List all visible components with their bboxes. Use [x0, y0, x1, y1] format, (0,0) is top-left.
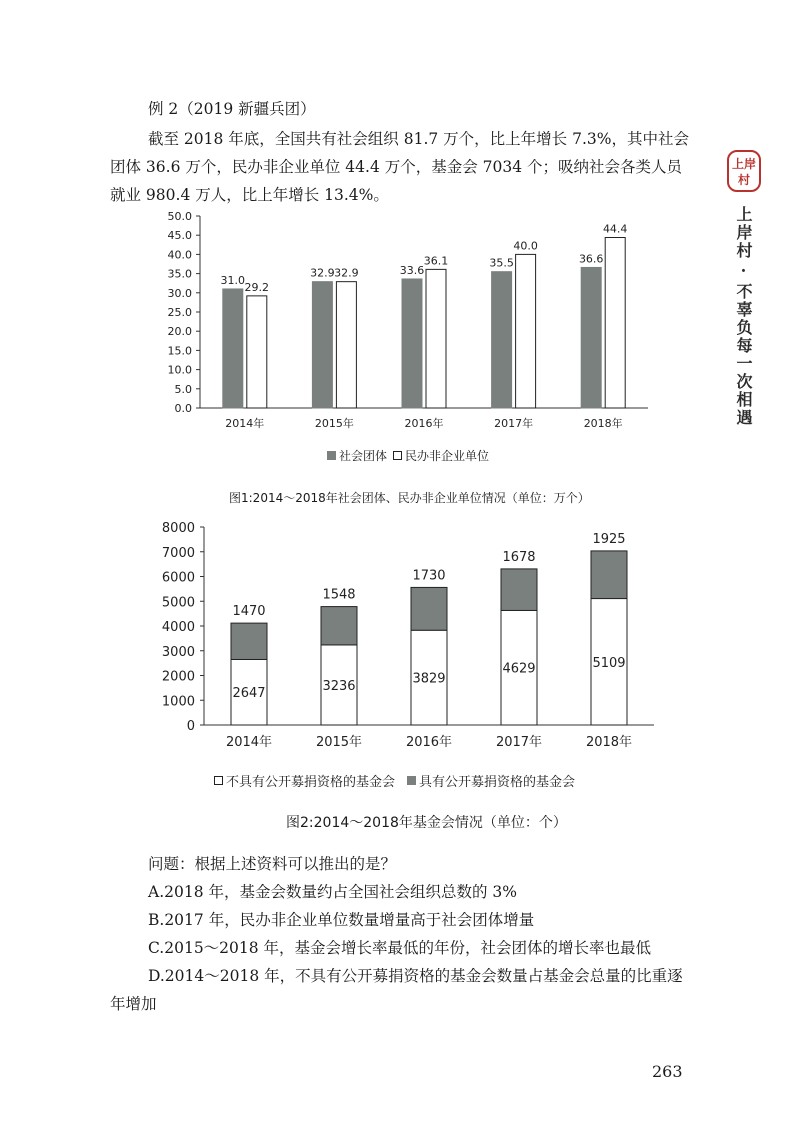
- option-d: D.2014～2018 年，不具有公开募捐资格的基金会数量占基金会总量的比重逐: [148, 967, 683, 985]
- chart1-caption: 图1:2014～2018年社会团体、民办非企业单位情况（单位：万个）: [229, 491, 590, 505]
- chart2-y-tick-label: 2000: [161, 669, 195, 685]
- question-prompt: 问题：根据上述资料可以推出的是？: [148, 855, 397, 873]
- chart1-x-tick-label: 2018年: [583, 417, 623, 430]
- chart1-y-tick-label: 20.0: [167, 325, 192, 339]
- option-d-continuation: 年增加: [110, 995, 157, 1013]
- chart2-y-tick-label: 1000: [161, 694, 195, 710]
- chart1-data-label: 36.1: [423, 254, 449, 268]
- example-title: 例 2（2019 新疆兵团）: [148, 100, 316, 118]
- chart2-data-label-public: 1730: [412, 568, 446, 584]
- chart2-data-label-no-public: 3829: [412, 671, 446, 687]
- chart2-data-label-public: 1548: [322, 587, 356, 603]
- chart2-y-tick-label: 4000: [161, 620, 195, 635]
- chart2-y-tick-label: 8000: [161, 521, 195, 536]
- chart2-y-tick-label: 3000: [161, 644, 195, 660]
- chart1-y-tick-label: 45.0: [167, 229, 192, 243]
- chart1-x-tick-label: 2014年: [225, 417, 265, 430]
- page-number: 263: [652, 1062, 683, 1081]
- chart1-y-tick-label: 25.0: [167, 306, 192, 319]
- legend2-label-no-public: 不具有公开募捐资格的基金会: [226, 775, 396, 790]
- chart2-data-label-no-public: 3236: [322, 678, 356, 694]
- chart2-caption: 图2:2014～2018年基金会情况（单位：个）: [286, 815, 567, 831]
- chart2-bar-public: [231, 623, 267, 659]
- chart1-y-tick-label: 30.0: [167, 286, 192, 300]
- chart1-y-tick-label: 0.0: [174, 402, 192, 415]
- chart1-y-tick-label: 15.0: [167, 344, 192, 358]
- chart2-x-tick-label: 2014年: [225, 735, 273, 750]
- chart2-data-label-no-public: 2647: [232, 686, 266, 702]
- chart2-x-tick-label: 2017年: [495, 735, 543, 750]
- chart1-data-label: 31.0: [220, 273, 246, 287]
- chart1-x-tick-label: 2015年: [314, 417, 354, 430]
- chart2-legend: [214, 771, 575, 790]
- legend-label-private-nonenterprise: 民办非企业单位: [405, 449, 490, 463]
- paragraph-line-1: 截至 2018 年底，全国共有社会组织 81.7 万个，比上年增长 7.3%，其中社会: [148, 130, 689, 148]
- chart2-bar-public: [591, 551, 627, 599]
- paragraph-line-2: 团体 36.6 万个，民办非企业单位 44.4 万个，基金会 7034 个；吸纳社会各类人员: [110, 158, 683, 176]
- chart1-y-tick-label: 10.0: [167, 363, 192, 377]
- chart2-y-tick-label: 6000: [161, 570, 195, 586]
- option-c: C.2015～2018 年，基金会增长率最低的年份，社会团体的增长率也最低: [148, 939, 652, 957]
- chart1-x-tick-label: 2017年: [494, 417, 534, 430]
- chart2-y-tick-label: 7000: [161, 545, 195, 561]
- chart2-bar-public: [501, 569, 537, 611]
- chart1-data-label: 40.0: [513, 239, 538, 253]
- chart1-data-label: 33.6: [399, 263, 425, 277]
- chart1-data-label: 32.9: [310, 266, 335, 280]
- chart1-data-label: 36.6: [578, 252, 604, 266]
- chart2-data-label-no-public: 4629: [502, 661, 536, 677]
- chart2-x-tick-label: 2016年: [405, 735, 453, 750]
- legend-label-social-groups: 社会团体: [339, 449, 388, 463]
- legend2-label-public: 具有公开募捐资格的基金会: [419, 775, 576, 790]
- chart1-data-label: 35.5: [489, 256, 514, 270]
- side-slogan: 上岸村 · 不辜负每一次相遇: [734, 206, 753, 427]
- chart2-data-label-public: 1925: [592, 531, 626, 547]
- option-a: A.2018 年，基金会数量约占全国社会组织总数的 3%: [148, 883, 518, 901]
- side-logo-stamp: 上岸村: [727, 150, 761, 192]
- chart2-x-tick-label: 2015年: [315, 735, 363, 750]
- chart2-data-label-public: 1678: [502, 549, 536, 565]
- chart1-data-label: 32.9: [334, 266, 359, 280]
- option-b: B.2017 年，民办非企业单位数量增量高于社会团体增量: [148, 911, 535, 929]
- legend2-swatch-white: [214, 776, 223, 785]
- chart1-data-label: 44.4: [602, 222, 628, 236]
- chart2-x-tick-label: 2018年: [585, 735, 633, 750]
- legend2-swatch-grey: [407, 776, 416, 785]
- paragraph-line-3: 就业 980.4 万人，比上年增长 13.4%。: [110, 186, 389, 204]
- chart1-x-tick-label: 2016年: [404, 417, 444, 430]
- chart2-bar-public: [321, 607, 357, 645]
- chart2-data-label-public: 1470: [232, 604, 266, 620]
- chart1-y-tick-label: 50.0: [167, 210, 192, 223]
- chart2-y-tick-label: 0: [186, 719, 195, 734]
- chart1-data-label: 29.2: [244, 280, 270, 294]
- chart2-bar-public: [411, 587, 447, 630]
- chart1-y-tick-label: 35.0: [167, 267, 192, 281]
- chart1-y-tick-label: 40.0: [167, 248, 192, 262]
- chart2-data-label-no-public: 5109: [592, 655, 626, 671]
- chart2-y-tick-label: 5000: [161, 595, 195, 611]
- chart1-y-tick-label: 5.0: [174, 382, 192, 396]
